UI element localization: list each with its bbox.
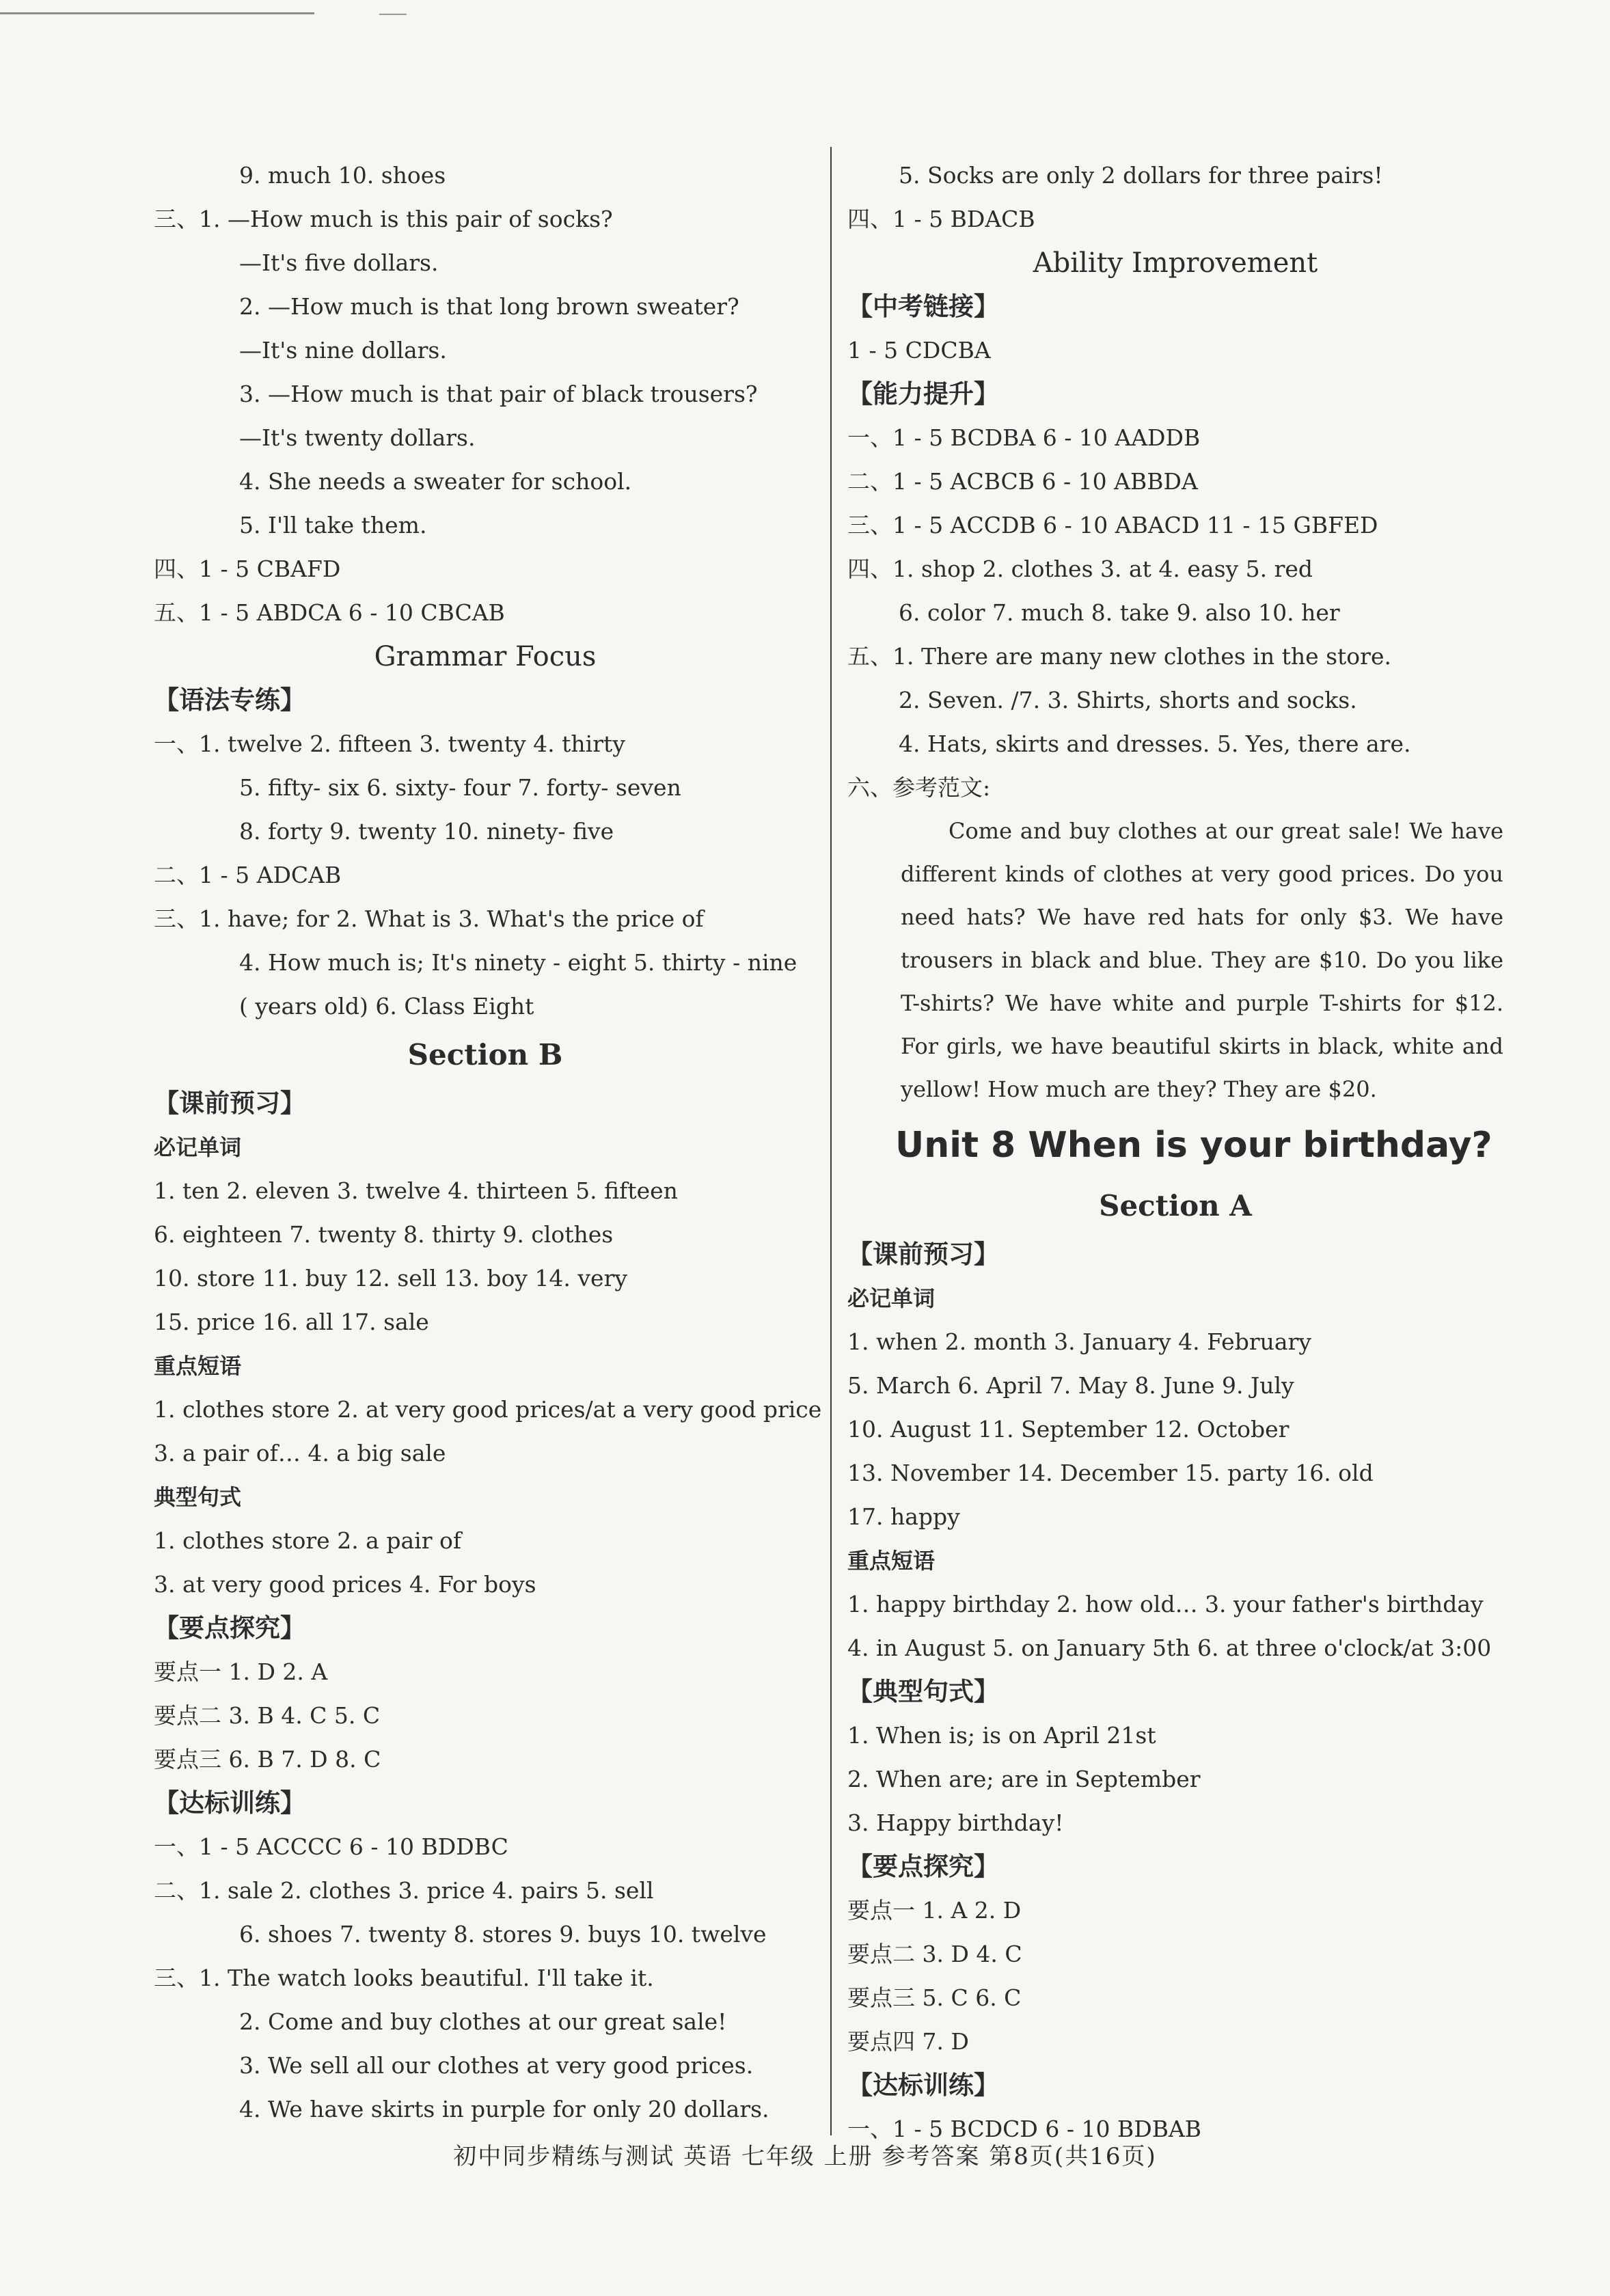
answer-line: 1. clothes store 2. at very good prices/at a very good price	[154, 1396, 822, 1423]
header-rule	[0, 12, 314, 14]
answer-line: 5. I'll take them.	[239, 512, 427, 538]
answer-line: 典型句式	[154, 1484, 242, 1510]
answer-line: 四、1 - 5 BDACB	[847, 206, 1035, 232]
answer-line: 1. happy birthday 2. how old… 3. your father's birthday	[847, 1591, 1484, 1617]
answer-line: 【课前预习】	[847, 1240, 999, 1269]
answer-line: 1. When is; is on April 21st	[847, 1722, 1156, 1749]
answer-line: 5. Socks are only 2 dollars for three pairs!	[899, 162, 1383, 189]
page-footer: 初中同步精练与测试 英语 七年级 上册 参考答案 第8页(共16页)	[453, 2143, 1157, 2170]
answer-line: 四、1. shop 2. clothes 3. at 4. easy 5. red	[847, 556, 1313, 582]
answer-line: 要点二 3. D 4. C	[847, 1941, 1022, 1967]
answer-line: 1 - 5 CDCBA	[847, 337, 991, 364]
answer-line: 13. November 14. December 15. party 16. old	[847, 1460, 1374, 1486]
answer-line: 15. price 16. all 17. sale	[154, 1309, 429, 1335]
answer-line: 重点短语	[154, 1353, 242, 1379]
answer-line: 6. eighteen 7. twenty 8. thirty 9. clothes	[154, 1221, 614, 1248]
column-divider	[830, 147, 832, 2135]
answer-line: 五、1 - 5 ABDCA 6 - 10 CBCAB	[154, 599, 505, 626]
answer-line: 三、1. —How much is this pair of socks?	[154, 206, 613, 232]
answer-line: 5. March 6. April 7. May 8. June 9. July	[847, 1372, 1294, 1399]
answer-line: 要点三 5. C 6. C	[847, 1984, 1022, 2011]
answer-line: 要点二 3. B 4. C 5. C	[154, 1702, 381, 1729]
left-column	[154, 154, 822, 2131]
answer-line: 1. ten 2. eleven 3. twelve 4. thirteen 5. fifteen	[154, 1177, 678, 1204]
answer-line: 五、1. There are many new clothes in the store.	[847, 643, 1391, 670]
header-rule-short	[379, 14, 407, 15]
answer-line: 三、1. The watch looks beautiful. I'll take it.	[154, 1965, 654, 1991]
answer-line: 一、1 - 5 BCDBA 6 - 10 AADDB	[847, 424, 1201, 451]
answer-line: 2. Come and buy clothes at our great sale!	[239, 2008, 727, 2035]
answer-line: Section B	[407, 1038, 563, 1071]
answer-line: 三、1. have; for 2. What is 3. What's the price of	[154, 905, 704, 932]
answer-line: 一、1 - 5 BCDCD 6 - 10 BDBAB	[847, 2116, 1202, 2142]
answer-line: 8. forty 9. twenty 10. ninety- five	[239, 818, 614, 845]
answer-line: 17. happy	[847, 1503, 960, 1530]
answer-line: 【语法专练】	[154, 685, 305, 715]
answer-line: 【中考链接】	[847, 292, 999, 321]
answer-line: 10. store 11. buy 12. sell 13. boy 14. very	[154, 1265, 627, 1292]
answer-line: 1. clothes store 2. a pair of	[154, 1527, 462, 1554]
answer-line: 要点三 6. B 7. D 8. C	[154, 1746, 381, 1773]
answer-line: Section A	[1099, 1189, 1252, 1222]
answer-line: ( years old) 6. Class Eight	[239, 993, 534, 1020]
answer-line: 4. Hats, skirts and dresses. 5. Yes, there are.	[899, 730, 1411, 757]
answer-line: 5. fifty- six 6. sixty- four 7. forty- seven	[239, 774, 681, 801]
answer-line: 【要点探究】	[847, 1852, 999, 1881]
answer-line: 4. She needs a sweater for school.	[239, 468, 632, 495]
answer-line: 【达标训练】	[154, 1788, 305, 1818]
answer-line: 3. —How much is that pair of black trousers?	[239, 381, 758, 407]
answer-line: 必记单词	[154, 1134, 242, 1160]
answer-line: 4. in August 5. on January 5th 6. at three o'clock/at 3:00	[847, 1635, 1492, 1661]
answer-line: 【达标训练】	[847, 2070, 999, 2100]
answer-line: 要点四 7. D	[847, 2028, 969, 2055]
essay-paragraph: Come and buy clothes at our great sale! We have different kinds of clothes at very good prices. Do you need hats? We have red hats for only $3. We have trousers in black and blue. They are $10. Do you like T-shirts? We have white and purple T-shirts for $12. For girls, we have beautiful skirts in black, white and yellow! How much are they? They are $20.	[901, 818, 1503, 1102]
answer-line: 9. much 10. shoes	[239, 162, 446, 189]
right-top-block	[847, 154, 1503, 810]
answer-line: 3. a pair of… 4. a big sale	[154, 1440, 446, 1466]
answer-line: 4. How much is; It's ninety - eight 5. thirty - nine	[239, 949, 797, 976]
answer-line: 要点一 1. D 2. A	[154, 1658, 328, 1685]
answer-line: 2. Seven. /7. 3. Shirts, shorts and socks.	[899, 687, 1357, 713]
answer-line: 6. shoes 7. twenty 8. stores 9. buys 10. twelve	[239, 1921, 767, 1948]
answer-line: 【课前预习】	[154, 1089, 305, 1118]
right-column	[847, 154, 1503, 2151]
answer-line: —It's twenty dollars.	[239, 424, 476, 451]
answer-line: 6. color 7. much 8. take 9. also 10. her	[899, 599, 1340, 626]
answer-line: 2. —How much is that long brown sweater?	[239, 293, 739, 320]
answer-line: 【典型句式】	[847, 1677, 999, 1706]
answer-line: 二、1. sale 2. clothes 3. price 4. pairs 5. sell	[154, 1877, 654, 1904]
answer-line: 要点一 1. A 2. D	[847, 1897, 1022, 1924]
right-bottom-block	[847, 1179, 1503, 2151]
answer-line: 3. at very good prices 4. For boys	[154, 1571, 536, 1598]
answer-line: 3. Happy birthday!	[847, 1809, 1064, 1836]
answer-line: Grammar Focus	[374, 641, 597, 672]
answer-line: 四、1 - 5 CBAFD	[154, 556, 341, 582]
answer-line: 六、参考范文:	[847, 774, 991, 801]
answer-line: Ability Improvement	[1033, 247, 1318, 279]
unit-title: Unit 8 When is your birthday?	[895, 1125, 1492, 1166]
answer-line: 二、1 - 5 ACBCB 6 - 10 ABBDA	[847, 468, 1198, 495]
answer-line: —It's nine dollars.	[239, 337, 447, 364]
answer-line: 【能力提升】	[847, 379, 999, 409]
answer-line: 1. when 2. month 3. January 4. February	[847, 1328, 1311, 1355]
answer-line: 4. We have skirts in purple for only 20 dollars.	[239, 2096, 769, 2122]
answer-line: 一、1 - 5 ACCCC 6 - 10 BDDBC	[154, 1833, 508, 1860]
answer-line: 重点短语	[847, 1548, 936, 1574]
answer-line: 必记单词	[847, 1285, 936, 1311]
answer-line: 10. August 11. September 12. October	[847, 1416, 1290, 1443]
answer-line: 一、1. twelve 2. fifteen 3. twenty 4. thirty	[154, 730, 625, 757]
answer-line: 3. We sell all our clothes at very good prices.	[239, 2052, 754, 2079]
answer-line: 二、1 - 5 ADCAB	[154, 862, 342, 888]
answer-line: 2. When are; are in September	[847, 1766, 1201, 1792]
answer-line: 三、1 - 5 ACCDB 6 - 10 ABACD 11 - 15 GBFED	[847, 512, 1378, 538]
answer-line: —It's five dollars.	[239, 249, 439, 276]
answer-line: 【要点探究】	[154, 1613, 305, 1643]
